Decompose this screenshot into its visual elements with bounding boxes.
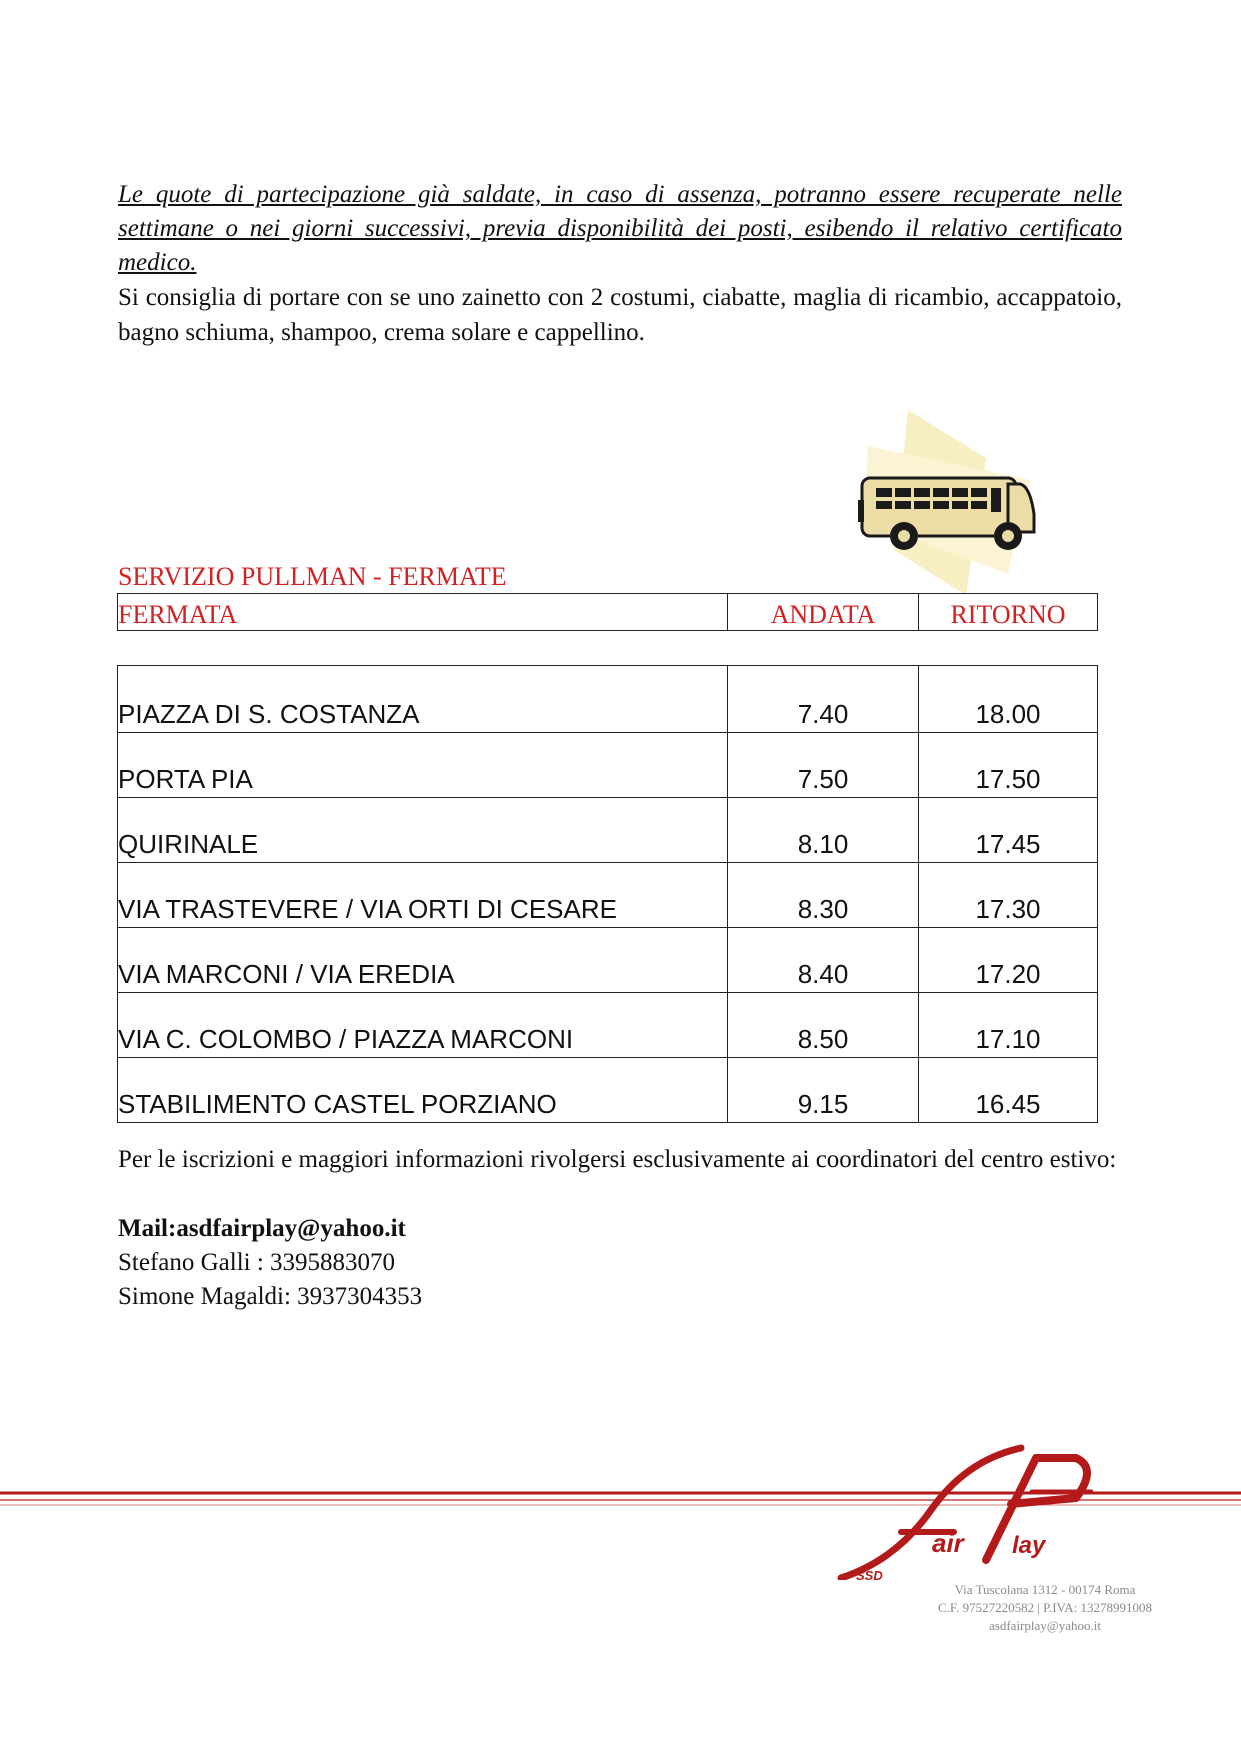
table-row: [118, 863, 1098, 928]
contact-intro: Per le iscrizioni e maggiori informazioni rivolgersi esclusivamente ai coordinatori del centro estivo:: [118, 1146, 1117, 1173]
stop-andata: 9.15: [728, 1058, 919, 1123]
stop-ritorno: 17.30: [919, 863, 1098, 928]
stop-ritorno: 17.50: [919, 733, 1098, 798]
table-row: [118, 993, 1098, 1058]
stop-andata: 7.40: [728, 666, 919, 733]
stop-ritorno: 17.20: [919, 928, 1098, 993]
header-return: RITORNO: [919, 594, 1098, 631]
company-info: [880, 1581, 1210, 1635]
stop-name: STABILIMENTO CASTEL PORZIANO: [118, 1058, 728, 1123]
table-row: [118, 1058, 1098, 1123]
table-row: [118, 798, 1098, 863]
absence-policy-note: Le quote di partecipazione già saldate, in caso di assenza, potranno essere recuperate nelle settimane o nei giorni successivi, previa disponibilità dei posti, esibendo il relativo certificato medico.: [118, 181, 1122, 276]
stops-header-table: [117, 593, 1098, 631]
stop-ritorno: 17.45: [919, 798, 1098, 863]
stop-andata: 8.40: [728, 928, 919, 993]
packing-recommendation: Si consiglia di portare con se uno zainetto con 2 costumi, ciabatte, maglia di ricambio, accappatoio, bagno schiuma, shampoo, crema solare e cappellino.: [118, 284, 1122, 346]
svg-text:SSD: SSD: [856, 1568, 883, 1580]
stop-ritorno: 18.00: [919, 666, 1098, 733]
stop-name: PORTA PIA: [118, 733, 728, 798]
company-email: asdfairplay@yahoo.it: [989, 1618, 1101, 1633]
header-outbound: ANDATA: [728, 594, 919, 631]
svg-text:air: air: [932, 1528, 964, 1558]
bus-service-title: SERVIZIO PULLMAN - FERMATE: [118, 562, 507, 591]
stop-andata: 8.10: [728, 798, 919, 863]
school-bus-icon: [858, 410, 1038, 595]
stop-name: VIA MARCONI / VIA EREDIA: [118, 928, 728, 993]
header-stop: FERMATA: [118, 594, 728, 631]
stops-table: [117, 665, 1098, 1123]
company-address: Via Tuscolana 1312 - 00174 Roma: [954, 1582, 1136, 1597]
stop-name: VIA TRASTEVERE / VIA ORTI DI CESARE: [118, 863, 728, 928]
stop-andata: 8.50: [728, 993, 919, 1058]
stop-name: PIAZZA DI S. COSTANZA: [118, 666, 728, 733]
svg-text:lay: lay: [1012, 1532, 1046, 1559]
stop-andata: 7.50: [728, 733, 919, 798]
contact-person: Stefano Galli : 3395883070: [118, 1249, 396, 1276]
table-row: [118, 928, 1098, 993]
table-row: [118, 733, 1098, 798]
stop-ritorno: 17.10: [919, 993, 1098, 1058]
contact-section: [118, 1143, 1128, 1314]
contact-mail[interactable]: Mail:asdfairplay@yahoo.it: [118, 1215, 406, 1242]
contact-person: Simone Magaldi: 3937304353: [118, 1283, 423, 1310]
stop-andata: 8.30: [728, 863, 919, 928]
fair-play-logo: [836, 1440, 1136, 1580]
company-fiscal: C.F. 97527220582 | P.IVA: 13278991008: [937, 1600, 1153, 1615]
stop-ritorno: 16.45: [919, 1058, 1098, 1123]
stop-name: QUIRINALE: [118, 798, 728, 863]
stop-name: VIA C. COLOMBO / PIAZZA MARCONI: [118, 993, 728, 1058]
table-row: [118, 666, 1098, 733]
